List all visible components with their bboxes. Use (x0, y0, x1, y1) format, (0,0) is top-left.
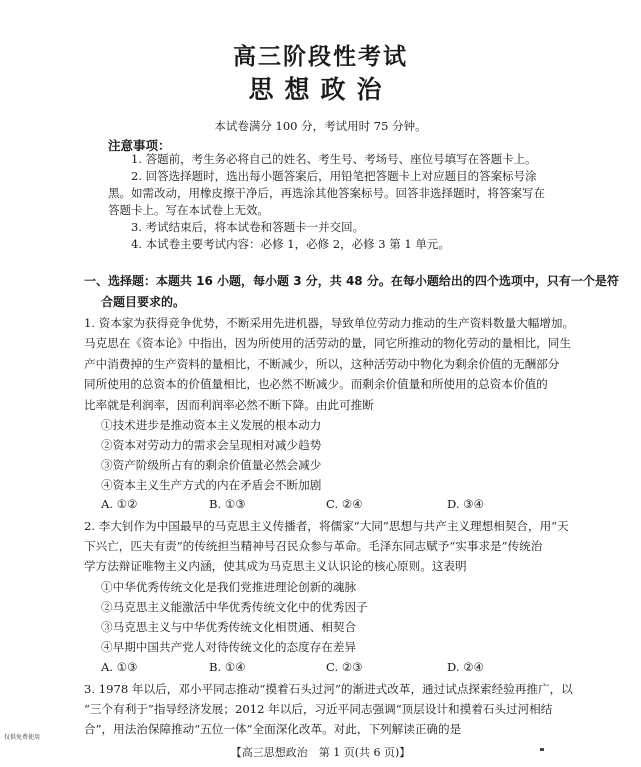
q1-stem-line: 产中消费掉的生产资料的量相比，不断减少，所以，这种活劳动中物化为剩余价值的无酬部分 (84, 357, 560, 371)
q2-choice-b: B. ①④ (209, 660, 246, 674)
q1-option: ②资本对劳动力的需求会呈现相对减少趋势 (101, 438, 322, 452)
q1-choice-d: D. ③④ (447, 497, 485, 511)
score-info: 本试卷满分 100 分，考试用时 75 分钟。 (214, 119, 427, 133)
print-mark (540, 748, 544, 751)
q1-stem-line: 马克思在《资本论》中指出，因为所使用的活劳动的量，同它所推动的物化劳动的量相比，同生 (84, 336, 571, 350)
q3-stem-line: 合”，用法治保障推动“五位一体”全面深化改革。对此，下列解读正确的是 (84, 722, 462, 736)
section-heading-cont: 合题目要求的。 (101, 295, 186, 309)
notice-line: 1. 答题前，考生务必将自己的姓名、考生号、考场号、座位号填写在答题卡上。 (131, 152, 537, 166)
q2-stem-line: 下兴亡，匹夫有责”的传统担当精神号召民众参与革命。毛泽东同志赋予“实事求是”传统治 (84, 539, 543, 553)
q3-stem-line: 3. 1978 年以后，邓小平同志推动“摸着石头过河”的渐进式改革，通过试点探索经验再推广，以 (84, 682, 573, 696)
q1-option: ③资产阶级所占有的剩余价值量必然会减少 (101, 458, 322, 472)
q2-stem-line: 学方法辩证唯物主义内涵，使其成为马克思主义认识论的核心原则。这表明 (84, 559, 467, 573)
exam-title: 高三阶段性考试 (233, 44, 408, 70)
q2-option: ①中华优秀传统文化是我们党推进理论创新的魂脉 (101, 580, 357, 594)
notice-line: 3. 考试结束后，将本试卷和答题卡一并交回。 (131, 220, 365, 234)
q2-stem-line: 2. 李大钊作为中国最早的马克思主义传播者，将儒家“大同”思想与共产主义理想相契合，用“天 (84, 519, 569, 533)
notice-line: 黑。如需改动，用橡皮擦干净后，再选涂其他答案标号。回答非选择题时，将答案写在 (108, 186, 545, 200)
q1-option: ④资本主义生产方式的内在矛盾会不断加剧 (101, 478, 322, 492)
q2-choice-d: D. ②④ (447, 660, 485, 674)
page-footer: 【高三思想政治 第 1 页(共 6 页)】 (230, 746, 411, 759)
q2-option: ③马克思主义与中华优秀传统文化相贯通、相契合 (101, 620, 357, 634)
q3-stem-line: “三个有利于”指导经济发展；2012 年以后，习近平同志强调“顶层设计和摸着石头过河相结 (84, 702, 553, 716)
notice-heading: 注意事项： (108, 138, 171, 153)
q1-choice-a: A. ①② (101, 497, 138, 511)
q1-stem-line: 1. 资本家为获得竞争优势，不断采用先进机器，导致单位劳动力推动的生产资料数量大幅增加。 (84, 316, 575, 330)
notice-line: 4. 本试卷主要考试内容：必修 1，必修 2，必修 3 第 1 单元。 (131, 237, 450, 251)
subject-title: 思想政治 (248, 75, 393, 104)
notice-line: 2. 回答选择题时，选出每小题答案后，用铅笔把答题卡上对应题目的答案标号涂 (131, 169, 537, 183)
section-heading: 一、选择题：本题共 16 小题，每小题 3 分，共 48 分。在每小题给出的四个选项中，只有一个是符 (84, 274, 619, 288)
q1-choice-c: C. ②④ (326, 497, 363, 511)
q1-stem-line: 同所使用的总资本的价值量相比，也必然不断减少。而剩余价值量和所使用的总资本价值的 (84, 377, 548, 391)
q1-choice-b: B. ①③ (209, 497, 246, 511)
q2-option: ④早期中国共产党人对待传统文化的态度存在差异 (101, 640, 357, 654)
notice-line: 答题卡上。写在本试卷上无效。 (108, 203, 269, 217)
q2-choice-a: A. ①③ (101, 660, 138, 674)
q1-stem-line: 比率就是利润率，因而利润率必然不断下降。由此可推断 (84, 398, 374, 412)
q2-choice-c: C. ②③ (326, 660, 363, 674)
q2-option: ②马克思主义能激活中华优秀传统文化中的优秀因子 (101, 600, 368, 614)
q1-option: ①技术进步是推动资本主义发展的根本动力 (101, 418, 322, 432)
side-watermark: 仅供免费使用 (4, 734, 41, 741)
